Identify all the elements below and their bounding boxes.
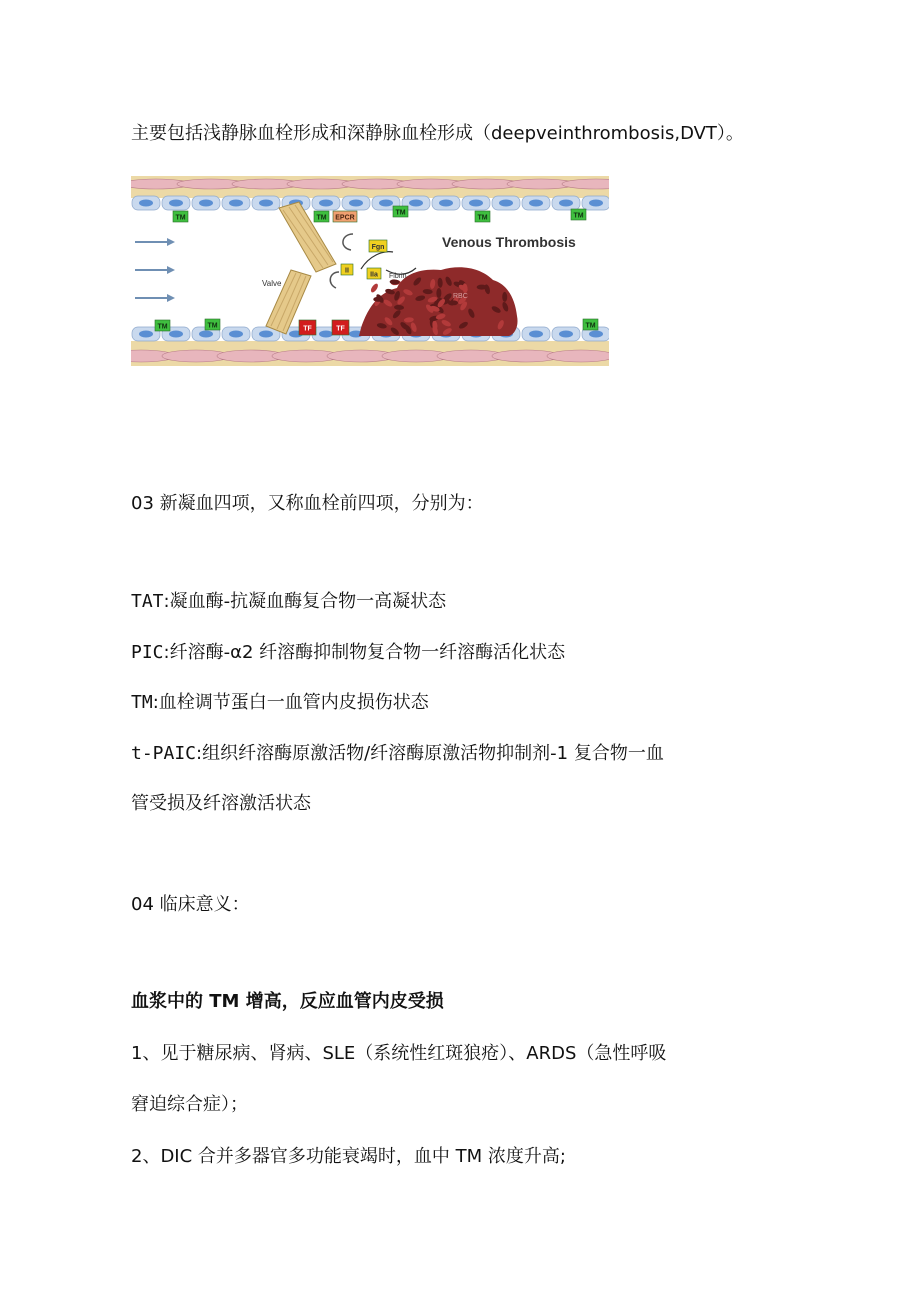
nucleus: [199, 331, 213, 338]
nucleus: [409, 200, 423, 207]
nucleus: [319, 200, 333, 207]
nucleus: [139, 331, 153, 338]
tm-badge-label: TM: [207, 322, 218, 330]
list-item-pic: [131, 641, 565, 665]
fgn-badge-label: Fgn: [371, 244, 385, 251]
paragraph-1-line-2: 窘迫综合症）；: [131, 1094, 248, 1115]
tf-badge-label: TF: [336, 325, 345, 333]
list-item-key: PIC: [131, 642, 164, 663]
nucleus: [499, 200, 513, 207]
nucleus: [169, 200, 183, 207]
nucleus: [229, 331, 243, 338]
nucleus: [199, 200, 213, 207]
list-item-tpaic: [131, 742, 664, 766]
tm-badge-label: TM: [157, 323, 168, 331]
tm-badge-label: TM: [585, 322, 596, 330]
smooth-muscle-cell: [547, 350, 609, 362]
factor-iia-badge-label: IIa: [370, 271, 378, 279]
nucleus: [559, 200, 573, 207]
top-vessel-wall: [131, 176, 609, 210]
nucleus: [259, 200, 273, 207]
nucleus: [379, 200, 393, 207]
section03-heading: 03 新凝血四项，又称血栓前四项，分别为：: [131, 493, 484, 514]
nucleus: [259, 331, 273, 338]
fibrin-label: Fibrin: [389, 273, 407, 280]
nucleus: [469, 200, 483, 207]
tf-badge-label: TF: [303, 325, 312, 333]
list-item-text: :纤溶酶-α2 纤溶酶抑制物复合物一纤溶酶活化状态: [163, 642, 566, 663]
figure-title: Venous Thrombosis: [442, 234, 576, 250]
nucleus: [589, 200, 603, 207]
section04-heading: 04 临床意义：: [131, 894, 250, 915]
nucleus: [169, 331, 183, 338]
rbc-label: RBC: [453, 293, 468, 300]
tm-badge-label: TM: [573, 212, 584, 220]
epcr-badge-label: EPCR: [335, 214, 355, 222]
valve-label: Valve: [262, 279, 282, 288]
paragraph-1-line-1: 1、见于糖尿病、肾病、SLE（系统性红斑狼疮）、ARDS（急性呼吸: [131, 1043, 667, 1064]
nucleus: [559, 331, 573, 338]
paragraph-2: 2、DIC 合并多器官多功能衰竭时，血中 TM 浓度升高;: [131, 1146, 566, 1167]
factor-ii-badge-label: II: [345, 267, 349, 275]
nucleus: [589, 331, 603, 338]
list-item-tm: [131, 691, 429, 715]
list-item-continuation: 管受损及纤溶激活状态: [131, 793, 311, 814]
tm-badge-label: TM: [175, 214, 186, 222]
list-item-key: TM: [131, 692, 153, 713]
nucleus: [139, 200, 153, 207]
list-item-key: TAT: [131, 591, 164, 612]
list-item-key: t-PAIC: [131, 743, 197, 764]
nucleus: [349, 200, 363, 207]
list-item-tat: [131, 590, 446, 614]
nucleus: [439, 200, 453, 207]
nucleus: [529, 331, 543, 338]
nucleus: [319, 331, 333, 338]
nucleus: [229, 200, 243, 207]
intro-paragraph: 主要包括浅静脉血栓形成和深静脉血栓形成（deepveinthrombosis,DVT）。: [131, 123, 744, 144]
tm-badge-label: TM: [395, 209, 406, 217]
nucleus: [529, 200, 543, 207]
tm-badge-label: TM: [316, 214, 327, 222]
tm-badge-label: TM: [477, 214, 488, 222]
list-item-text: :血栓调节蛋白一血管内皮损伤状态: [152, 692, 429, 713]
venous-thrombosis-figure: [131, 176, 609, 366]
list-item-text: :组织纤溶酶原激活物/纤溶酶原激活物抑制剂-1 复合物一血: [196, 743, 664, 764]
list-item-text: :凝血酶-抗凝血酶复合物一高凝状态: [163, 591, 447, 612]
section04-subheading: 血浆中的 TM 增高，反应血管内皮受损: [131, 991, 444, 1012]
